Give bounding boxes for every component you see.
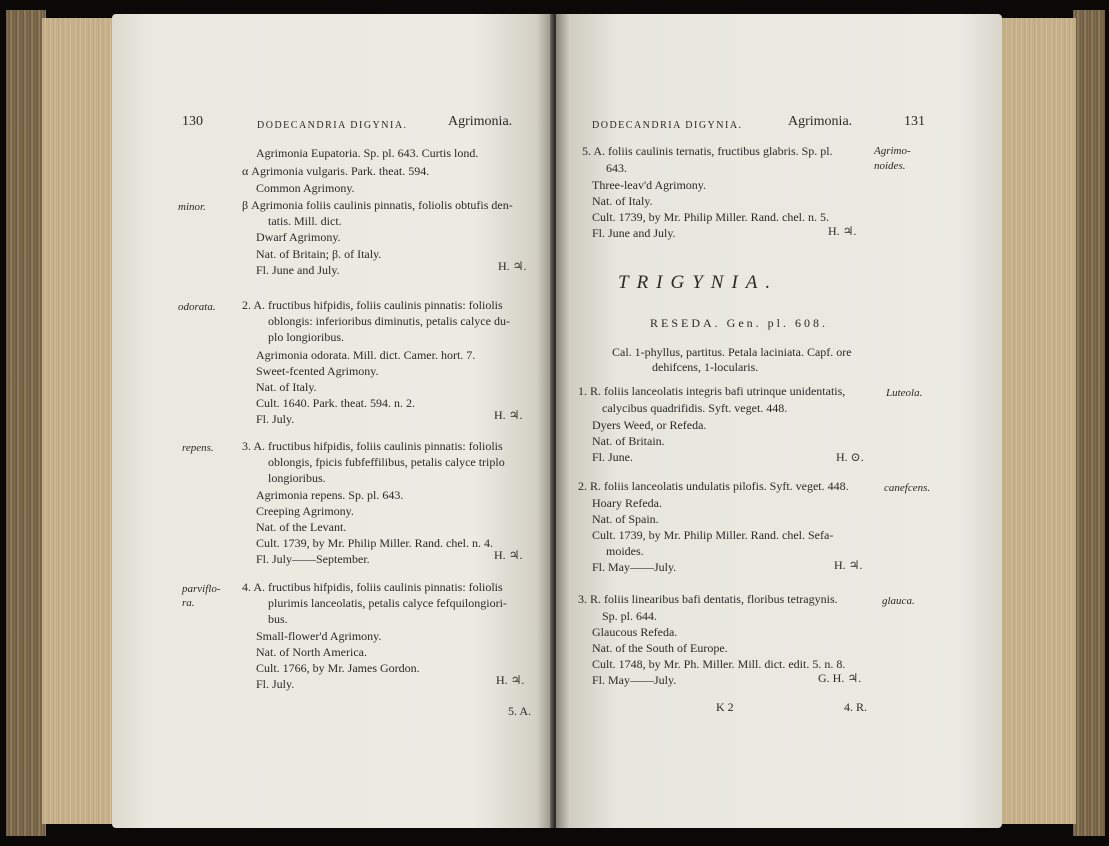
side-label: glauca. <box>882 595 915 607</box>
entry-line: Cult. 1748, by Mr. Ph. Miller. Mill. dict. edit. 5. n. 8. <box>592 657 846 671</box>
entry-line: Three-leav'd Agrimony. <box>592 178 707 192</box>
entry-line: Dyers Weed, or Refeda. <box>592 418 707 432</box>
side-label: canefcens. <box>884 482 931 494</box>
entry-line: Common Agrimony. <box>256 181 355 195</box>
entry-line: Fl. July. <box>256 412 295 426</box>
entry-line: Dwarf Agrimony. <box>256 230 341 244</box>
entry-line: Nat. of North America. <box>256 645 367 659</box>
entry-line: β Agrimonia foliis caulinis pinnatis, foliolis obtufis den- <box>242 198 513 212</box>
entry-line: oblongis: inferioribus diminutis, petalis calyce du- <box>268 314 510 328</box>
entry-line: Nat. of the South of Europe. <box>592 641 728 655</box>
entry-line: Cult. 1640. Park. theat. 594. n. 2. <box>256 396 415 410</box>
catchword: 4. R. <box>844 700 868 714</box>
entry-line: Small-flower'd Agrimony. <box>256 629 382 643</box>
side-label: ra. <box>182 597 195 609</box>
running-head: DODECANDRIA DIGYNIA. <box>592 120 743 131</box>
entry-line: Nat. of the Levant. <box>256 520 347 534</box>
catchword: 5. A. <box>508 704 532 718</box>
left-cover-board <box>6 10 46 836</box>
genus-heading: RESEDA. Gen. pl. 608. <box>650 316 828 330</box>
entry-line: 4. A. fructibus hifpidis, foliis caulinis pinnatis: foliolis <box>242 580 503 594</box>
entry-line: calycibus quadrifidis. Syft. veget. 448. <box>602 401 788 415</box>
entry-line: Nat. of Britain. <box>592 434 665 448</box>
entry-line: 3. A. fructibus hifpidis, foliis caulinis pinnatis: foliolis <box>242 439 503 453</box>
entry-line: Fl. July. <box>256 677 295 691</box>
entry-line: longioribus. <box>268 471 326 485</box>
hardiness-mark: G. H. ♃. <box>818 671 862 685</box>
side-label: noides. <box>874 160 906 172</box>
entry-line: 643. <box>606 161 627 175</box>
entry-line: Creeping Agrimony. <box>256 504 354 518</box>
running-head: DODECANDRIA DIGYNIA. <box>257 120 408 131</box>
right-cover-board <box>1073 10 1105 836</box>
entry-line: 5. A. foliis caulinis ternatis, fructibus glabris. Sp. pl. <box>582 144 833 158</box>
entry-line: bus. <box>268 612 288 626</box>
right-page-edges <box>998 18 1076 824</box>
entry-line: tatis. Mill. dict. <box>268 214 342 228</box>
side-label: odorata. <box>178 301 216 313</box>
entry-line: Glaucous Refeda. <box>592 625 678 639</box>
entry-line: Nat. of Spain. <box>592 512 659 526</box>
entry-line: Fl. June and July. <box>592 226 676 240</box>
entry-line: α Agrimonia vulgaris. Park. theat. 594. <box>242 164 430 178</box>
side-label: parviflo- <box>182 583 221 595</box>
entry-line: Agrimonia repens. Sp. pl. 643. <box>256 488 404 502</box>
entry-line: Fl. July——September. <box>256 552 370 566</box>
right-page <box>556 14 1002 828</box>
running-genus: Agrimonia. <box>448 114 513 129</box>
hardiness-mark: H. ♃. <box>828 224 857 238</box>
hardiness-mark: H. ♃. <box>498 259 527 273</box>
side-label: Agrimo- <box>874 145 911 157</box>
entry-line: Agrimonia odorata. Mill. dict. Camer. hort. 7. <box>256 348 476 362</box>
entry-line: 3. R. foliis linearibus bafi dentatis, floribus tetragynis. <box>578 592 838 606</box>
entry-line: moides. <box>606 544 644 558</box>
side-label: Luteola. <box>886 387 923 399</box>
entry-line: plo longioribus. <box>268 330 345 344</box>
hardiness-mark: H. ⊙. <box>836 450 864 464</box>
entry-line: Nat. of Britain; β. of Italy. <box>256 247 382 261</box>
running-genus: Agrimonia. <box>788 114 853 129</box>
entry-line: oblongis, fpicis fubfeffilibus, petalis calyce triplo <box>268 455 505 469</box>
side-label: minor. <box>178 201 206 213</box>
entry-line: Cult. 1739, by Mr. Philip Miller. Rand. chel. n. 4. <box>256 536 493 550</box>
entry-line: Sp. pl. 644. <box>602 609 658 623</box>
hardiness-mark: H. ♃. <box>494 408 523 422</box>
entry-line: Hoary Refeda. <box>592 496 662 510</box>
entry-line: Nat. of Italy. <box>256 380 317 394</box>
entry-line: Sweet-fcented Agrimony. <box>256 364 379 378</box>
section-heading: TRIGYNIA. <box>618 272 779 293</box>
signature-mark: K 2 <box>716 700 734 714</box>
side-label: repens. <box>182 442 214 454</box>
page-number: 130 <box>182 114 203 129</box>
entry-line: plurimis lanceolatis, petalis calyce fefquilongiori- <box>268 596 507 610</box>
entry-line: 2. R. foliis lanceolatis undulatis pilofis. Syft. veget. 448. <box>578 479 849 493</box>
entry-line: Cult. 1739, by Mr. Philip Miller. Rand. chel. Sefa- <box>592 528 834 542</box>
entry-line: Agrimonia Eupatoria. Sp. pl. 643. Curtis lond. <box>256 146 479 160</box>
entry-line: 1. R. foliis lanceolatis integris bafi utrinque unidentatis, <box>578 384 846 398</box>
entry-line: 2. A. fructibus hifpidis, foliis caulinis pinnatis: foliolis <box>242 298 503 312</box>
genus-character: Cal. 1-phyllus, partitus. Petala laciniata. Capf. ore <box>612 345 852 359</box>
entry-line: Fl. May——July. <box>592 673 677 687</box>
hardiness-mark: H. ♃. <box>494 548 523 562</box>
hardiness-mark: H. ♃. <box>834 558 863 572</box>
entry-line: Fl. June and July. <box>256 263 340 277</box>
left-page-edges <box>42 18 116 824</box>
hardiness-mark: H. ♃. <box>496 673 525 687</box>
entry-line: Fl. May——July. <box>592 560 677 574</box>
entry-line: Fl. June. <box>592 450 634 464</box>
entry-line: Cult. 1739, by Mr. Philip Miller. Rand. chel. n. 5. <box>592 210 829 224</box>
entry-line: Cult. 1766, by Mr. James Gordon. <box>256 661 420 675</box>
left-page <box>112 14 554 828</box>
page-number: 131 <box>904 114 925 129</box>
genus-character: dehifcens, 1-locularis. <box>652 360 759 374</box>
entry-line: Nat. of Italy. <box>592 194 653 208</box>
